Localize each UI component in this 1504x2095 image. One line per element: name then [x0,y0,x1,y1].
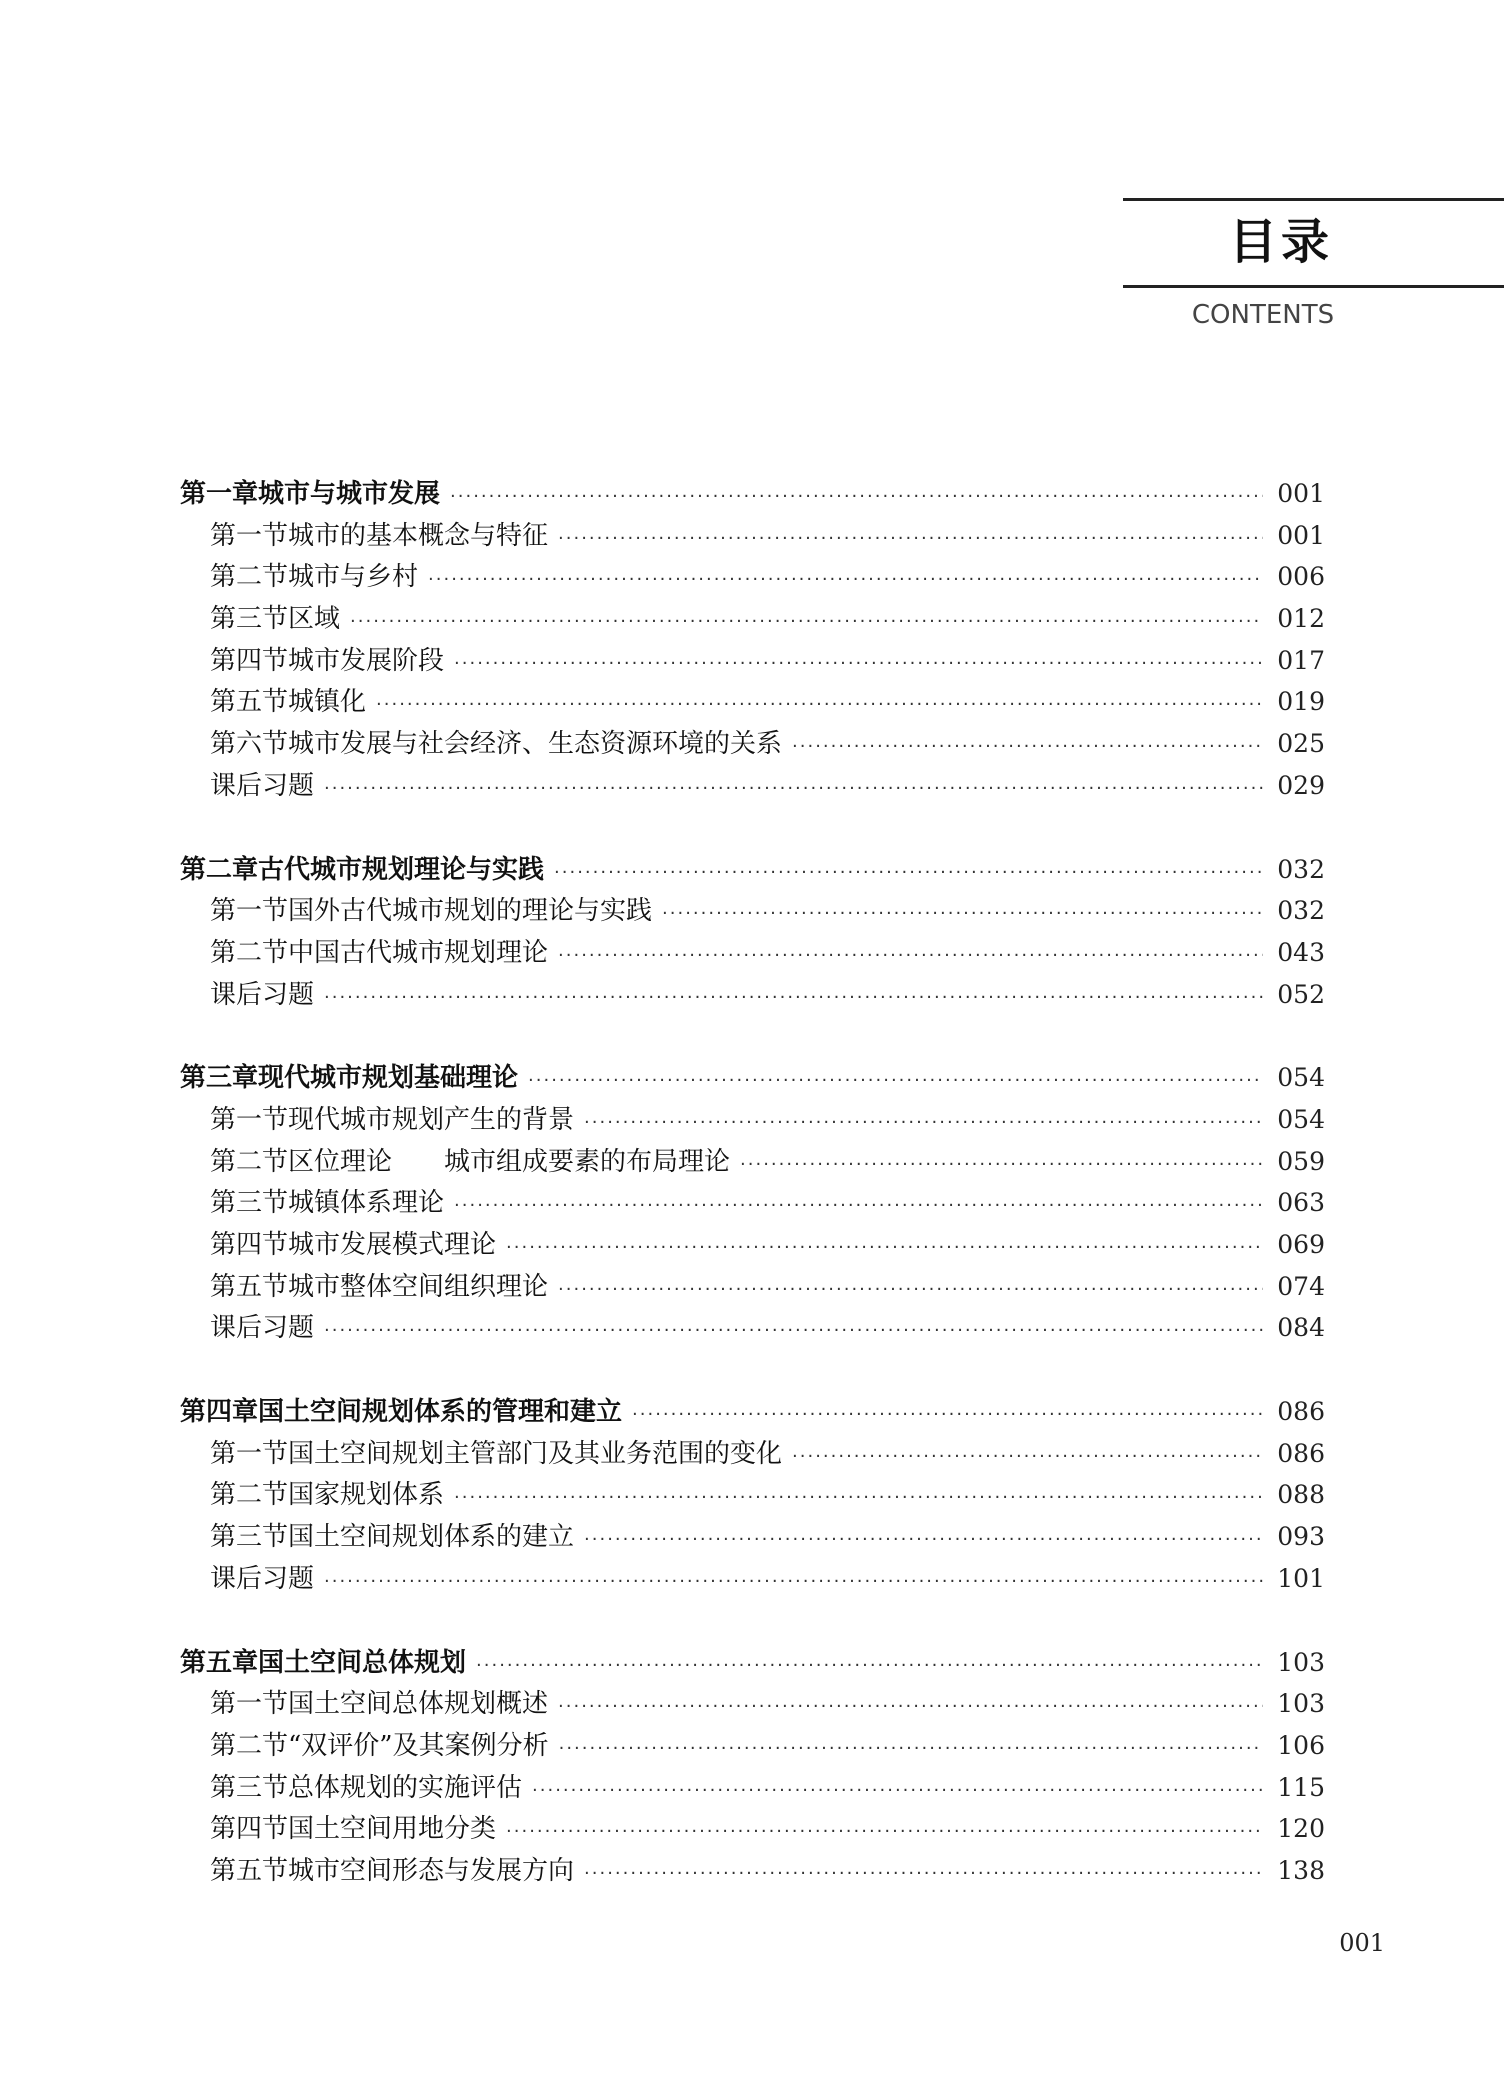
chapter-number: 第四章 [180,1397,259,1428]
chapter-block [180,1391,1325,1599]
section-number: 第三节 [210,1772,289,1803]
section-title: 国土空间用地分类 [288,1814,497,1845]
section-page-number: 120 [1277,1814,1325,1844]
toc-exercise-entry[interactable] [180,765,1325,807]
chapter-title: 国土空间规划体系的管理和建立 [258,1397,623,1428]
section-page-number: 054 [1277,1104,1325,1134]
section-number: 第二节 [210,1730,289,1761]
section-title: 城市与乡村 [288,562,419,593]
toc-section-entry[interactable] [180,515,1325,557]
toc-section-entry[interactable] [180,932,1325,974]
toc-section-entry[interactable] [180,598,1325,640]
toc-exercise-entry[interactable] [180,1558,1325,1600]
dot-leader [584,1102,1263,1144]
section-title: 总体规划的实施评估 [288,1772,523,1803]
toc-section-entry[interactable] [180,1182,1325,1224]
section-number: 第一节 [210,1689,289,1720]
page-title: 目录 [1228,214,1333,270]
section-title: 城镇化 [288,687,367,718]
chapter-block [180,1057,1325,1349]
section-number: 第二节 [210,937,289,968]
dot-leader [506,1227,1263,1269]
exercise-page-number: 101 [1277,1563,1325,1593]
exercise-page-number: 052 [1277,979,1325,1009]
dot-leader [558,1269,1263,1311]
section-number: 第二节 [210,1480,289,1511]
section-number: 第二节 [210,1146,289,1177]
section-number: 第一节 [210,520,289,551]
exercise-page-number: 029 [1277,770,1325,800]
section-number: 第三节 [210,1522,289,1553]
toc-section-entry[interactable] [180,1266,1325,1308]
chapter-title: 城市与城市发展 [258,479,441,509]
toc-section-entry[interactable] [180,1850,1325,1892]
toc-section-entry[interactable] [180,723,1325,765]
toc-exercise-entry[interactable] [180,974,1325,1016]
chapter-page-number: 054 [1277,1063,1325,1093]
dot-leader [376,684,1263,726]
section-title: 城镇体系理论 [288,1188,445,1219]
section-title: 国外古代城市规划的理论与实践 [288,896,653,927]
toc-section-entry[interactable] [180,1474,1325,1516]
dot-leader [450,476,1263,518]
section-number: 第五节 [210,1271,289,1302]
section-page-number: 001 [1277,520,1325,550]
toc-section-entry[interactable] [180,681,1325,723]
section-title: 区域 [288,604,341,635]
toc-chapter-entry[interactable] [180,473,1325,515]
chapter-page-number: 103 [1277,1647,1325,1677]
header-top-rule [1123,198,1504,201]
chapter-number: 第一章 [180,479,259,509]
chapter-page-number: 032 [1277,854,1325,884]
section-title: 国土空间规划体系的建立 [288,1522,575,1553]
section-page-number: 103 [1277,1689,1325,1719]
section-page-number: 088 [1277,1480,1325,1510]
page-number: 001 [1339,1929,1385,1957]
toc-chapter-entry[interactable] [180,849,1325,891]
section-title: 城市发展与社会经济、生态资源环境的关系 [288,729,783,760]
toc-section-entry[interactable] [180,1099,1325,1141]
section-page-number: 138 [1277,1855,1325,1885]
dot-leader [584,1853,1263,1895]
dot-leader [428,559,1263,601]
toc-section-entry[interactable] [180,1725,1325,1767]
exercise-title: 课后习题 [210,1563,315,1594]
dot-leader [454,1185,1263,1227]
section-page-number: 074 [1277,1271,1325,1301]
dot-leader [350,601,1263,643]
toc-section-entry[interactable] [180,890,1325,932]
dot-leader [554,852,1263,894]
dot-leader [454,1477,1263,1519]
chapter-number: 第五章 [180,1647,259,1678]
section-number: 第四节 [210,1814,289,1845]
section-number: 第一节 [210,1104,289,1135]
dot-leader [792,1436,1263,1478]
dot-leader [584,1519,1263,1561]
dot-leader [740,1144,1263,1186]
section-number: 第一节 [210,896,289,927]
chapter-title: 古代城市规划理论与实践 [258,854,545,885]
toc-section-entry[interactable] [180,1808,1325,1850]
dot-leader [558,1686,1263,1728]
dot-leader [324,1310,1263,1352]
dot-leader [662,893,1263,935]
section-title: “双评价”及其案例分析 [288,1730,549,1761]
section-page-number: 019 [1277,687,1325,717]
section-number: 第三节 [210,604,289,635]
dot-leader [324,977,1263,1019]
dot-leader [632,1394,1263,1436]
dot-leader [324,768,1263,810]
section-title: 国土空间规划主管部门及其业务范围的变化 [288,1438,783,1469]
dot-leader [792,726,1263,768]
section-number: 第一节 [210,1438,289,1469]
exercise-title: 课后习题 [210,770,315,801]
toc-section-entry[interactable] [180,556,1325,598]
section-page-number: 006 [1277,562,1325,592]
toc-section-entry[interactable] [180,1683,1325,1725]
toc-chapter-entry[interactable] [180,1057,1325,1099]
section-title: 城市发展阶段 [288,645,445,676]
exercise-page-number: 084 [1277,1313,1325,1343]
section-page-number: 063 [1277,1188,1325,1218]
dot-leader [558,935,1263,977]
section-title: 城市空间形态与发展方向 [288,1855,575,1886]
section-title: 城市发展模式理论 [288,1230,497,1260]
chapter-block [180,473,1325,807]
chapter-title: 现代城市规划基础理论 [258,1063,519,1094]
section-title: 中国古代城市规划理论 [288,937,549,968]
chapter-title: 国土空间总体规划 [258,1647,467,1678]
exercise-title: 课后习题 [210,1313,315,1344]
dot-leader [324,1561,1263,1603]
section-page-number: 115 [1277,1772,1325,1802]
section-number: 第二节 [210,562,289,593]
chapter-block [180,849,1325,1016]
dot-leader [528,1060,1263,1102]
section-page-number: 032 [1277,896,1325,926]
dot-leader [506,1811,1263,1853]
chapter-number: 第二章 [180,854,259,885]
section-page-number: 012 [1277,604,1325,634]
section-page-number: 086 [1277,1438,1325,1468]
dot-leader [476,1645,1263,1687]
dot-leader [558,518,1263,560]
toc-chapter-entry[interactable] [180,1391,1325,1433]
toc-exercise-entry[interactable] [180,1307,1325,1349]
page-subtitle: CONTENTS [1191,300,1335,330]
exercise-title: 课后习题 [210,979,315,1010]
toc-section-entry[interactable] [180,1516,1325,1558]
section-page-number: 106 [1277,1730,1325,1760]
table-of-contents [180,473,1325,1934]
section-title: 城市整体空间组织理论 [288,1271,549,1302]
section-page-number: 017 [1277,645,1325,675]
section-number: 第五节 [210,1855,289,1886]
section-number: 第四节 [210,645,289,676]
section-title: 区位理论 城市组成要素的布局理论 [288,1146,731,1177]
section-number: 第五节 [210,687,289,718]
toc-section-entry[interactable] [180,1141,1325,1183]
section-title: 国家规划体系 [288,1480,445,1511]
toc-chapter-entry[interactable] [180,1642,1325,1684]
section-page-number: 043 [1277,937,1325,967]
toc-section-entry[interactable] [180,1224,1325,1266]
section-title: 城市的基本概念与特征 [288,520,549,551]
section-number: 第四节 [210,1230,289,1260]
section-title: 现代城市规划产生的背景 [288,1104,575,1135]
toc-section-entry[interactable] [180,640,1325,682]
toc-section-entry[interactable] [180,1433,1325,1475]
chapter-page-number: 001 [1277,479,1325,508]
chapter-page-number: 086 [1277,1397,1325,1427]
dot-leader [454,643,1263,685]
dot-leader [532,1770,1263,1812]
section-number: 第三节 [210,1188,289,1219]
toc-section-entry[interactable] [180,1767,1325,1809]
header-bottom-rule [1123,285,1504,288]
section-title: 国土空间总体规划概述 [288,1689,549,1720]
section-page-number: 059 [1277,1146,1325,1176]
section-page-number: 069 [1277,1230,1325,1259]
chapter-block [180,1642,1325,1892]
section-page-number: 025 [1277,729,1325,759]
dot-leader [559,1728,1263,1770]
section-number: 第六节 [210,729,289,760]
section-page-number: 093 [1277,1522,1325,1552]
chapter-number: 第三章 [180,1063,259,1094]
